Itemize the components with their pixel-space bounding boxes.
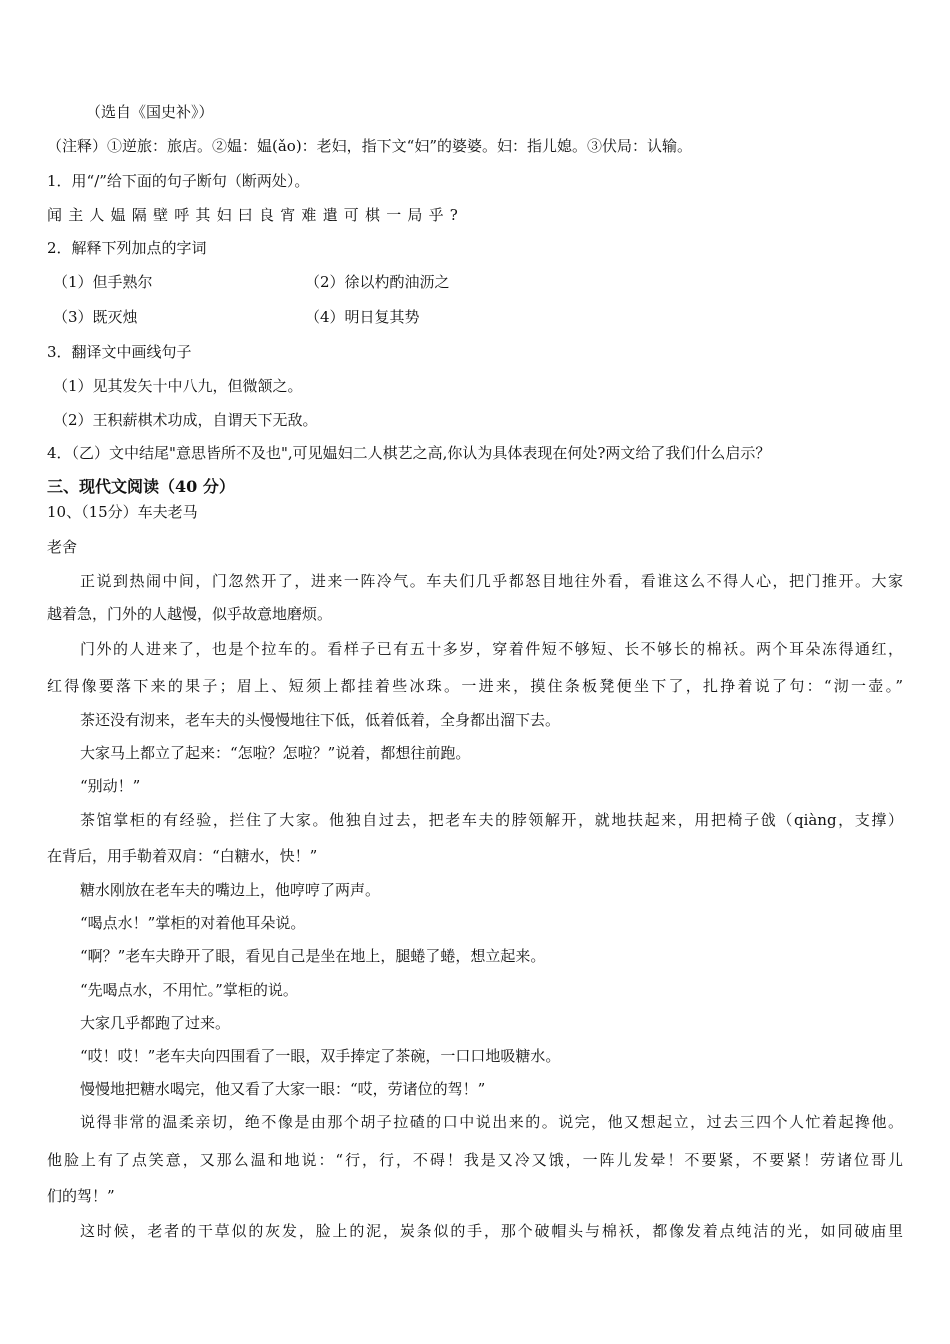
question-2-item: （4）明日复其势 <box>305 308 420 326</box>
question-10-title: 10、（15分）车夫老马 <box>47 503 198 521</box>
paragraph-line: 说得非常的温柔亲切，绝不像是由那个胡子拉碴的口中说出来的。说完，他又想起立，过去三四个人忙着起搀他。 <box>80 1113 903 1131</box>
question-3-item: （2）王积薪棋术功成，自谓天下无敌。 <box>53 411 318 429</box>
paragraph-line: 门外的人进来了，也是个拉车的。看样子已有五十多岁，穿着件短不够短、长不够长的棉袄。两个耳朵冻得通红， <box>80 640 903 658</box>
paragraph-line: “先喝点水，不用忙。”掌柜的说。 <box>80 981 298 999</box>
paragraph-line: 茶馆掌柜的有经验，拦住了大家。他独自过去，把老车夫的脖领解开，就地扶起来，用把椅子戗（qiàng，支撑） <box>80 811 903 829</box>
source-citation: （选自《国史补》） <box>86 103 214 121</box>
paragraph-line: “别动！” <box>80 777 141 795</box>
paragraph-line: 大家马上都立了起来：“怎啦？怎啦？”说着，都想往前跑。 <box>80 744 471 762</box>
paragraph-line: 在背后，用手勒着双肩：“白糖水，快！” <box>47 847 318 865</box>
paragraph-line: 这时候，老者的干草似的灰发，脸上的泥，炭条似的手，那个破帽头与棉袄，都像发着点纯洁的光，如同破庙里 <box>80 1222 903 1240</box>
question-2-item: （3）既灭烛 <box>53 308 138 326</box>
paragraph-line: 茶还没有沏来，老车夫的头慢慢地往下低，低着低着，全身都出溜下去。 <box>80 711 561 729</box>
paragraph-line: 们的驾！” <box>47 1187 115 1205</box>
section-heading: 三、现代文阅读（40 分） <box>47 477 235 496</box>
paragraph-line: 慢慢地把糖水喝完，他又看了大家一眼：“哎，劳诸位的驾！” <box>80 1080 486 1098</box>
question-3: 3．翻译文中画线句子 <box>47 343 192 361</box>
paragraph-line: 他脸上有了点笑意，又那么温和地说：“行，行，不碍！我是又冷又饿，一阵儿发晕！不要紧，不要紧！劳诸位哥儿 <box>47 1151 903 1169</box>
question-2-item: （1）但手熟尔 <box>53 273 153 291</box>
paragraph-line: “啊？”老车夫睁开了眼，看见自己是坐在地上，腿蜷了蜷，想立起来。 <box>80 947 546 965</box>
question-2-item: （2）徐以杓酌油沥之 <box>305 273 450 291</box>
paragraph-line: 红得像要落下来的果子；眉上、短须上都挂着些冰珠。一进来，摸住条板凳便坐下了，扎挣着说了句：“沏一壶。” <box>47 677 903 695</box>
paragraph-line: 大家几乎都跑了过来。 <box>80 1014 231 1032</box>
question-1: 1．用“/”给下面的句子断句（断两处）。 <box>47 172 310 190</box>
author: 老舍 <box>47 538 78 556</box>
question-3-item: （1）见其发矢十中八九，但微颔之。 <box>53 377 303 395</box>
paragraph-line: “喝点水！”掌柜的对着他耳朵说。 <box>80 914 306 932</box>
question-2: 2．解释下列加点的字词 <box>47 239 207 257</box>
question-4: 4．（乙）文中结尾"意思皆所不及也",可见媪妇二人棋艺之高,你认为具体表现在何处?两文给了我们什么启示？ <box>47 444 771 462</box>
paragraph-line: 糖水刚放在老车夫的嘴边上，他哼哼了两声。 <box>80 881 381 899</box>
paragraph-line: 越着急，门外的人越慢，似乎故意地磨烦。 <box>47 605 333 623</box>
annotation-notes: （注释）①逆旅：旅店。②媪：媪(ǎo)：老妇，指下文“妇”的婆婆。妇：指儿媳。③伏局：认输。 <box>47 137 693 155</box>
question-1-sentence: 闻主人媪隔壁呼其妇曰良宵难遣可棋一局乎? <box>47 206 465 224</box>
paragraph-line: “哎！哎！”老车夫向四围看了一眼，双手捧定了茶碗，一口口地吸糖水。 <box>80 1047 561 1065</box>
paragraph-line: 正说到热闹中间，门忽然开了，进来一阵冷气。车夫们几乎都怒目地往外看，看谁这么不得人心，把门推开。大家 <box>80 572 903 590</box>
